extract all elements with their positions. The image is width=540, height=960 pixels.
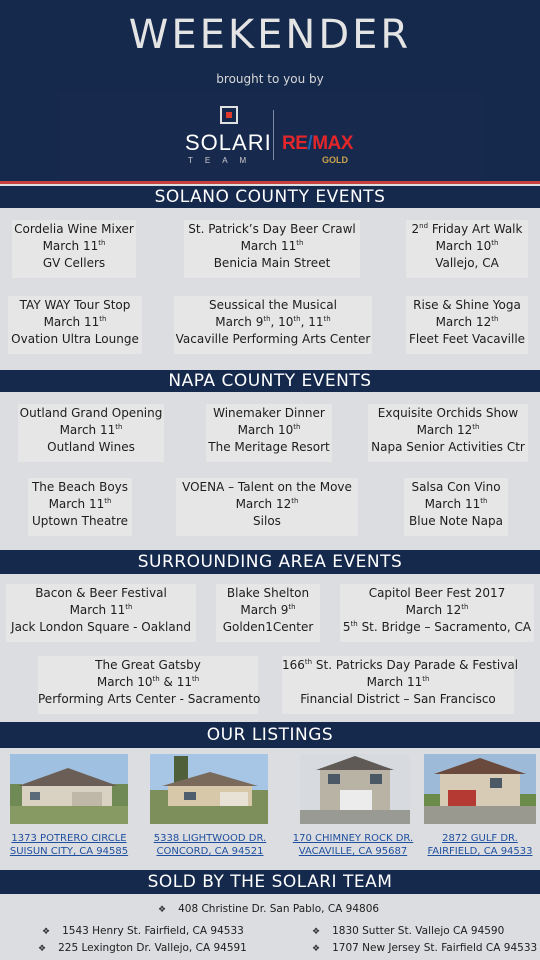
listing-address-link[interactable]: 2872 GULF DR. FAIRFIELD, CA 94533 xyxy=(427,833,533,857)
event-date: March 12th xyxy=(435,315,499,329)
event-venue: GV Cellers xyxy=(42,256,106,270)
listings-section-header: OUR LISTINGS xyxy=(0,722,540,748)
event-name: Blake Shelton xyxy=(226,586,310,600)
event-venue: Performing Arts Center - Sacramento xyxy=(38,692,261,706)
event-date: March 12th xyxy=(235,497,299,511)
solari-logo-icon xyxy=(220,106,238,124)
solari-logo-text: SOLARI xyxy=(185,130,272,155)
event-venue: Blue Note Napa xyxy=(409,514,503,528)
event-name: Salsa Con Vino xyxy=(411,480,501,494)
listing-photo[interactable] xyxy=(424,754,536,824)
event-name: 166th St. Patricks Day Parade & Festival xyxy=(282,658,519,672)
event-date: March 12th xyxy=(405,603,469,617)
bullet-icon: ❖ xyxy=(312,927,321,937)
brought-by-text: brought to you by xyxy=(216,72,324,86)
listing-address-link[interactable]: 5338 LIGHTWOOD DR. CONCORD, CA 94521 xyxy=(153,833,267,857)
bullet-icon: ❖ xyxy=(158,905,167,915)
event-name: 2nd Friday Art Walk xyxy=(411,222,523,236)
event-name: Winemaker Dinner xyxy=(213,406,325,420)
header-divider xyxy=(0,181,540,184)
event-name: Rise & Shine Yoga xyxy=(413,298,521,312)
event-card xyxy=(184,220,360,278)
solano-section-header: SOLANO COUNTY EVENTS xyxy=(0,186,540,208)
event-card xyxy=(406,220,528,278)
event-card xyxy=(404,478,508,536)
event-card xyxy=(206,404,332,462)
event-card xyxy=(216,584,320,642)
event-card xyxy=(12,220,136,278)
event-card xyxy=(340,584,534,642)
listing-photo[interactable] xyxy=(150,754,268,824)
event-date: March 11th xyxy=(59,423,123,437)
event-name: The Beach Boys xyxy=(31,480,129,494)
event-venue: Vacaville Performing Arts Center xyxy=(175,332,371,346)
event-name: Capitol Beer Fest 2017 xyxy=(368,586,506,600)
remax-max: MAX xyxy=(312,133,353,154)
event-venue: 5th St. Bridge – Sacramento, CA xyxy=(342,620,532,634)
event-name: The Great Gatsby xyxy=(95,658,201,672)
event-date: March 9th, 10th, 11th xyxy=(215,315,331,329)
napa-section-header: NAPA COUNTY EVENTS xyxy=(0,370,540,392)
event-date: March 12th xyxy=(416,423,480,437)
event-card xyxy=(28,478,132,536)
event-card xyxy=(18,404,164,462)
event-venue: Outland Wines xyxy=(47,440,135,454)
event-card xyxy=(282,656,519,714)
surrounding-section-header: SURROUNDING AREA EVENTS xyxy=(0,550,540,574)
event-card xyxy=(176,478,358,536)
event-venue: Fleet Feet Vacaville xyxy=(408,332,526,346)
event-venue: Financial District – San Francisco xyxy=(300,692,496,706)
event-venue: Golden1Center xyxy=(222,620,314,634)
event-card xyxy=(8,296,142,354)
event-venue: Uptown Theatre xyxy=(31,514,129,528)
event-name: St. Patrick’s Day Beer Crawl xyxy=(188,222,356,236)
event-card xyxy=(38,656,261,714)
bullet-icon: ❖ xyxy=(42,927,51,937)
remax-logo xyxy=(282,133,353,155)
event-date: March 11th xyxy=(69,603,133,617)
event-name: Bacon & Beer Festival xyxy=(35,586,167,600)
event-date: March 11th xyxy=(240,239,304,253)
page-title: WEEKENDER xyxy=(128,12,412,58)
sold-address: ❖ 1830 Sutter St. Vallejo CA 94590 xyxy=(312,925,505,937)
event-name: Seussical the Musical xyxy=(209,298,337,312)
sold-section-header: SOLD BY THE SOLARI TEAM xyxy=(0,870,540,894)
event-card xyxy=(6,584,196,642)
event-venue: Vallejo, CA xyxy=(435,256,499,270)
event-date: March 11th xyxy=(366,675,430,689)
bullet-icon: ❖ xyxy=(312,944,321,954)
event-date: March 10th & 11th xyxy=(96,675,200,689)
event-venue: Silos xyxy=(253,514,281,528)
event-name: VOENA – Talent on the Move xyxy=(182,480,352,494)
event-venue: The Meritage Resort xyxy=(208,440,330,454)
bullet-icon: ❖ xyxy=(38,944,47,954)
event-venue: Jack London Square - Oakland xyxy=(11,620,191,634)
event-date: March 9th xyxy=(240,603,296,617)
event-date: March 10th xyxy=(435,239,499,253)
sold-address: ❖ 1543 Henry St. Fairfield, CA 94533 xyxy=(42,925,244,937)
listing-photo[interactable] xyxy=(10,754,128,824)
sold-address: ❖ 1707 New Jersey St. Fairfield CA 94533 xyxy=(312,942,538,954)
event-date: March 11th xyxy=(48,497,112,511)
listing-address-link[interactable]: 1373 POTRERO CIRCLE SUISUN CITY, CA 94585 xyxy=(9,833,129,857)
sold-address: ❖ 408 Christine Dr. San Pablo, CA 94806 xyxy=(158,903,380,915)
sold-address: ❖ 225 Lexington Dr. Vallejo, CA 94591 xyxy=(38,942,247,954)
event-venue: Benicia Main Street xyxy=(213,256,331,270)
event-name: Cordelia Wine Mixer xyxy=(14,222,134,236)
event-card xyxy=(368,404,528,462)
logo-divider xyxy=(273,110,274,160)
event-date: March 11th xyxy=(42,239,106,253)
solari-team-text: TEAM xyxy=(188,156,259,165)
event-name: Outland Grand Opening xyxy=(19,406,163,420)
event-venue: Napa Senior Activities Ctr xyxy=(371,440,525,454)
event-date: March 11th xyxy=(424,497,488,511)
listing-address-link[interactable]: 170 CHIMNEY ROCK DR. VACAVILLE, CA 95687 xyxy=(292,833,414,857)
remax-re: RE xyxy=(282,133,308,154)
event-card xyxy=(174,296,372,354)
remax-gold-text: GOLD xyxy=(322,155,348,165)
event-name: TAY WAY Tour Stop xyxy=(19,298,131,312)
event-date: March 10th xyxy=(237,423,301,437)
event-name: Exquisite Orchids Show xyxy=(377,406,519,420)
event-card xyxy=(406,296,528,354)
event-venue: Ovation Ultra Lounge xyxy=(11,332,139,346)
event-date: March 11th xyxy=(43,315,107,329)
listing-photo[interactable] xyxy=(296,754,414,824)
remax-slash: / xyxy=(307,133,313,154)
